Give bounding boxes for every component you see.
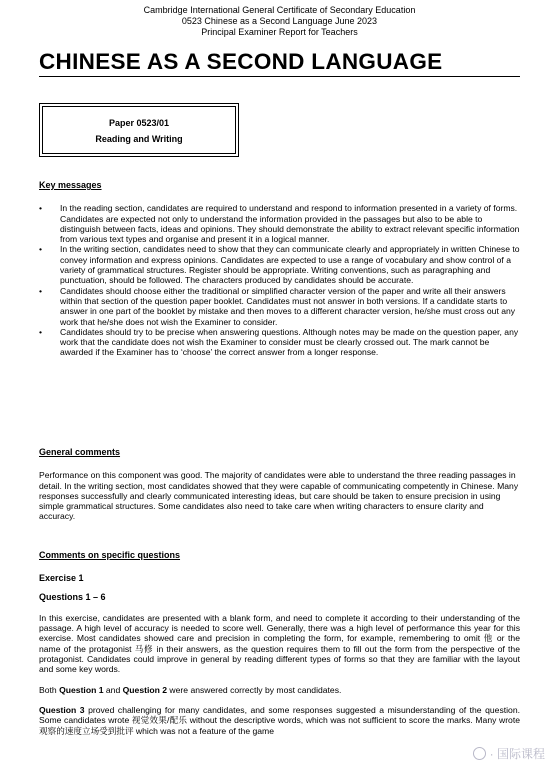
general-comments-section: [39, 447, 520, 522]
header-line-2: 0523 Chinese as a Second Language June 2023: [181, 16, 378, 26]
bullet-icon: •: [39, 326, 43, 337]
wechat-logo-icon: [473, 747, 486, 760]
paper-box-inner: [42, 106, 236, 154]
bullet-icon: •: [39, 203, 43, 214]
report-header: [0, 0, 559, 38]
watermark: [473, 745, 545, 762]
question-2-ref: Question 2: [122, 684, 168, 695]
paper-box: [39, 103, 239, 157]
question-3-paragraph: Question 3 proved challenging for many candidates, and some responses suggested a misunderstanding of the question. Some candidates wrote 视觉效果/配乐 without the descriptive words, which was not sufficient to score the marks. Many wrote 观察的速度立场受到批评 which was not a feature of the game: [39, 704, 520, 736]
watermark-text: · 国际课程: [489, 747, 545, 761]
bullet-icon: •: [39, 244, 43, 255]
questions-heading: Questions 1 – 6: [39, 591, 106, 602]
paper-name: Reading and Writing: [95, 134, 183, 144]
page-title: CHINESE AS A SECOND LANGUAGE: [39, 49, 443, 74]
paper-code: Paper 0523/01: [108, 118, 170, 128]
question-1-ref: Question 1: [59, 684, 104, 695]
header-line-3: Principal Examiner Report for Teachers: [201, 27, 358, 37]
list-item: • In the writing section, candidates need to show that they can communicate clearly and appropriately in written Chinese to convey information and express opinions. Candidates are expected to use a range of vocabulary and show control of a variety of grammatical structures. Register should be appropriate. Writing conventions, such as paragraphing and punctuation, should be followed. The characters produced by candidates should be accurate.: [39, 244, 520, 286]
general-comments-heading: General comments: [39, 447, 121, 457]
exercise-heading: Exercise 1: [39, 573, 84, 584]
key-messages-heading: Key messages: [39, 180, 102, 190]
title-rule: [39, 76, 520, 77]
header-line-1: Cambridge International General Certificate of Secondary Education: [143, 5, 416, 15]
general-comments-text: Performance on this component was good. The majority of candidates were able to understand the three reading passages in detail. In the writing section, most candidates showed that they were capable of communicating competently in Chinese. Many responses successfully and clearly communicated interesting ideas, but care should be taken to ensure precision in using simple grammatical structures. Some candidates also need to take care when writing characters to ensure clarity and accuracy.: [39, 470, 519, 522]
list-item: • In the reading section, candidates are required to understand and respond to information presented in a variety of forms. Candidates are expected not only to understand the information provided in the passages but also to be able to distinguish between facts, ideas and opinions. They should demonstrate the ability to extract relevant specific information from various text types and organise and present it in a logical manner.: [39, 203, 520, 245]
questions-1-2-paragraph: Both Question 1 and Question 2 were answered correctly by most candidates.: [39, 684, 342, 695]
key-messages-section: [39, 180, 520, 358]
specific-questions-section: [39, 550, 520, 736]
key-messages-list: [39, 203, 520, 357]
bullet-icon: •: [39, 285, 43, 296]
specific-heading: Comments on specific questions: [39, 550, 181, 560]
question-3-ref: Question 3: [39, 704, 85, 715]
list-item: • Candidates should try to be precise when answering questions. Although notes may be made on the question paper, any work that the candidate does not wish the Examiner to consider must be clearly crossed out. The mark cannot be awarded if the Examiner has to ‘choose’ the correct answer from a longer response.: [39, 326, 519, 358]
exercise-paragraph: In this exercise, candidates are presented with a blank form, and need to complete it according to their understanding of the passage. A high level of accuracy is needed to score well. Generally, there was a high level of performance this year for this exercise. Most candidates showed care and precision in completing the form, for example, remembering to omit 他 or the name of the protagonist 马修 in their answers, as the question requires them to fill out the form from the perspective of the protagonist. Candidates could improve in general by reading different types of forms so that they are familiar with the layout and some key words.: [39, 612, 520, 675]
list-item: • Candidates should choose either the traditional or simplified character version of the paper and write all their answers within that section of the question paper booklet. Candidates must not answer in both versions. If a candidate starts to answer in one part of the booklet by mistake and then moves to a different character version, he/she must cross out any work that he/she does not wish the Examiner to consider.: [39, 285, 516, 327]
